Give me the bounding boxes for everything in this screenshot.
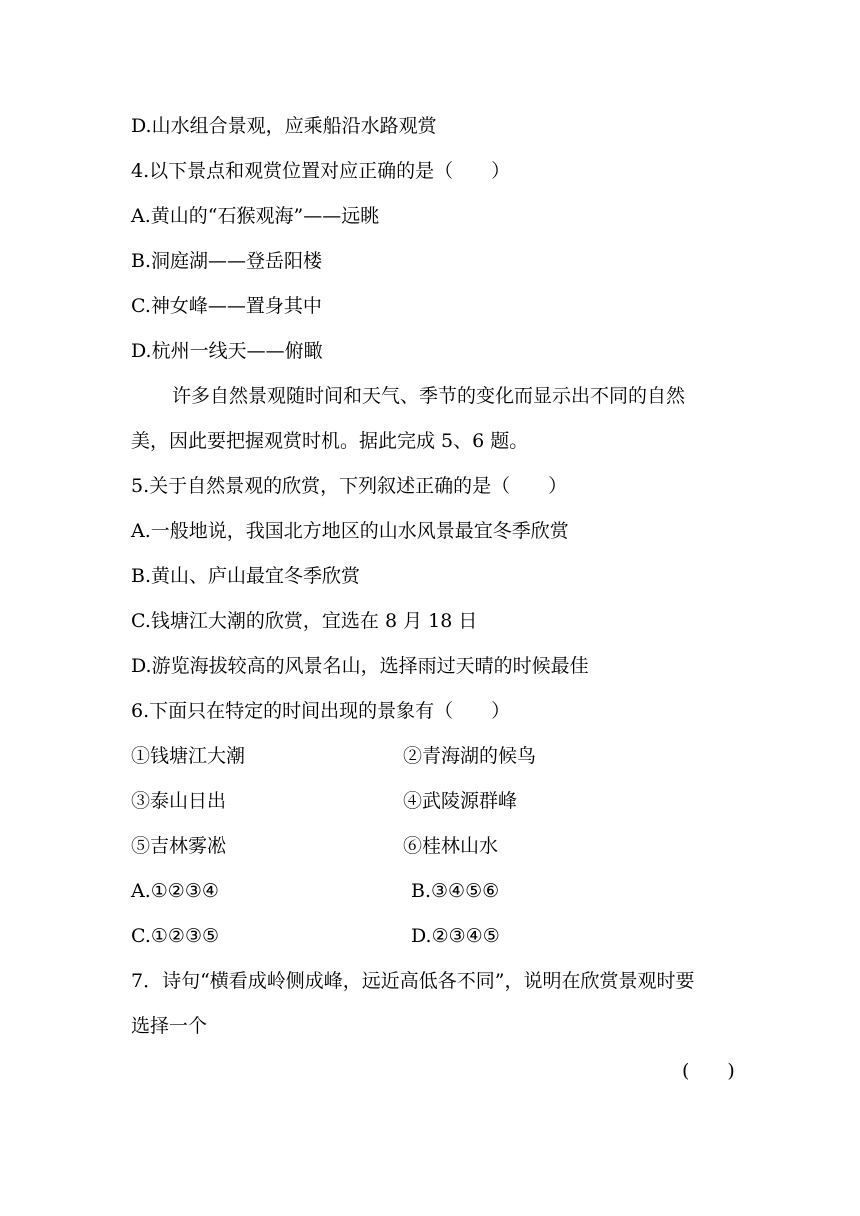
q5-option-d: D.游览海拔较高的风景名山，选择雨过天晴的时候最佳 bbox=[131, 655, 589, 677]
q6-item-6: ⑥桂林山水 bbox=[403, 835, 499, 857]
passage-line-1: 许多自然景观随时间和天气、季节的变化而显示出不同的自然 bbox=[172, 385, 686, 407]
passage-line-2: 美，因此要把握观赏时机。据此完成 5、6 题。 bbox=[131, 430, 529, 452]
q5-option-c: C.钱塘江大潮的欣赏，宜选在 8 月 18 日 bbox=[131, 610, 478, 632]
q6-option-a: A.①②③④ bbox=[131, 880, 219, 902]
q6-item-3: ③泰山日出 bbox=[131, 790, 227, 812]
q3-option-d: D.山水组合景观，应乘船沿水路观赏 bbox=[131, 115, 437, 137]
q7-answer-paren: ( ) bbox=[682, 1060, 735, 1082]
q5-stem: 5.关于自然景观的欣赏，下列叙述正确的是（ ） bbox=[131, 475, 568, 497]
q4-option-a: A.黄山的“石猴观海”——远眺 bbox=[131, 205, 380, 227]
q4-option-d: D.杭州一线天——俯瞰 bbox=[131, 340, 323, 362]
q4-stem: 4.以下景点和观赏位置对应正确的是（ ） bbox=[131, 160, 511, 182]
q4-option-c: C.神女峰——置身其中 bbox=[131, 295, 322, 317]
q6-option-d: D.②③④⑤ bbox=[411, 925, 500, 947]
q7-stem-line-1: 7．诗句“横看成岭侧成峰，远近高低各不同”，说明在欣赏景观时要 bbox=[131, 970, 695, 992]
q7-stem-line-2: 选择一个 bbox=[131, 1015, 208, 1037]
q6-item-2: ②青海湖的候鸟 bbox=[403, 745, 537, 767]
q6-item-4: ④武陵源群峰 bbox=[403, 790, 518, 812]
q6-option-b: B.③④⑤⑥ bbox=[411, 880, 500, 902]
q6-stem: 6.下面只在特定的时间出现的景象有（ ） bbox=[131, 700, 511, 722]
q6-item-5: ⑤吉林雾凇 bbox=[131, 835, 227, 857]
q5-option-a: A.一般地说，我国北方地区的山水风景最宜冬季欣赏 bbox=[131, 520, 569, 542]
q6-option-c: C.①②③⑤ bbox=[131, 925, 220, 947]
q5-option-b: B.黄山、庐山最宜冬季欣赏 bbox=[131, 565, 361, 587]
q4-option-b: B.洞庭湖——登岳阳楼 bbox=[131, 250, 323, 272]
q6-item-1: ①钱塘江大潮 bbox=[131, 745, 246, 767]
